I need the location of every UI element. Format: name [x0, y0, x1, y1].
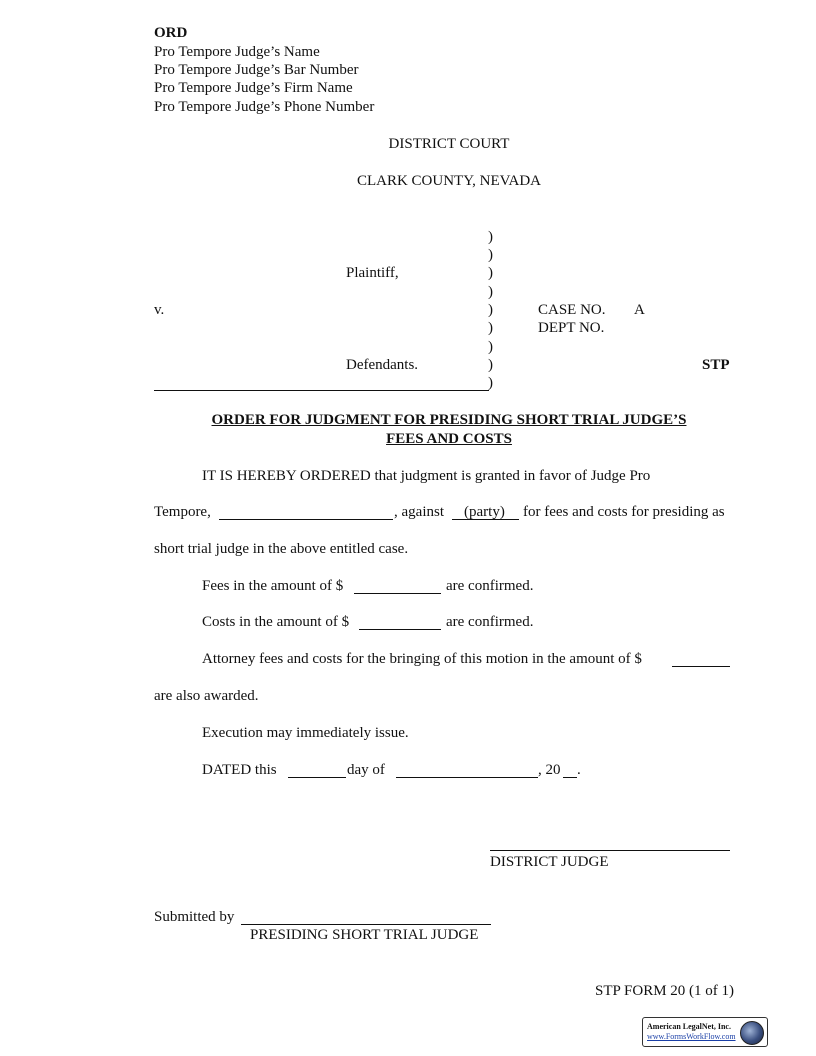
caption-paren: )	[488, 229, 493, 245]
caption-paren: )	[488, 247, 493, 263]
caption-paren: )	[488, 357, 493, 373]
court-name: DISTRICT COURT	[388, 136, 510, 152]
dated-day-blank	[288, 777, 346, 778]
dated-label: DATED this	[202, 762, 277, 778]
caption-paren: )	[488, 302, 493, 318]
stp-label: STP	[702, 357, 730, 373]
case-number-value: A	[634, 302, 645, 318]
district-judge-label: DISTRICT JUDGE	[490, 854, 609, 870]
order-paragraph-line1: IT IS HEREBY ORDERED that judgment is granted in favor of Judge Pro	[202, 468, 651, 484]
document-code: ORD	[154, 25, 188, 41]
caption-paren: )	[488, 284, 493, 300]
logo-website-link[interactable]: www.FormsWorkFlow.com	[647, 1032, 736, 1041]
case-number-label: CASE NO.	[538, 302, 606, 318]
dated-year-prefix: , 20	[538, 762, 561, 778]
judge-firm-name-line: Pro Tempore Judge’s Firm Name	[154, 80, 353, 96]
judge-name-line: Pro Tempore Judge’s Name	[154, 44, 320, 60]
costs-label: Costs in the amount of $	[202, 614, 350, 630]
judge-name-blank	[219, 519, 393, 520]
dated-period: .	[577, 762, 581, 778]
party-placeholder: (party)	[464, 504, 505, 520]
order-paragraph-purpose: for fees and costs for presiding as	[523, 504, 725, 520]
caption-paren: )	[488, 339, 493, 355]
costs-amount-blank	[359, 629, 441, 630]
costs-confirmed: are confirmed.	[446, 614, 534, 630]
dated-year-blank	[563, 777, 577, 778]
dated-month-blank	[396, 777, 538, 778]
execution-statement: Execution may immediately issue.	[202, 725, 409, 741]
caption-paren: )	[488, 265, 493, 281]
fees-amount-blank	[354, 593, 441, 594]
court-county: CLARK COUNTY, NEVADA	[356, 173, 542, 189]
presiding-judge-label: PRESIDING SHORT TRIAL JUDGE	[250, 927, 479, 943]
dated-day-of: day of	[347, 762, 385, 778]
caption-paren: )	[488, 320, 493, 336]
versus-label: v.	[154, 302, 165, 318]
dept-number-label: DEPT NO.	[538, 320, 605, 336]
form-number: STP FORM 20 (1 of 1)	[595, 983, 735, 999]
submitted-by-label: Submitted by	[154, 909, 235, 925]
caption-paren: )	[488, 375, 493, 391]
order-title-line1: ORDER FOR JUDGMENT FOR PRESIDING SHORT TRIAL JUDGE’S	[211, 412, 687, 428]
order-title-line2: FEES AND COSTS	[386, 431, 512, 447]
attorney-fees-line2: are also awarded.	[154, 688, 259, 704]
plaintiff-label: Plaintiff,	[346, 265, 399, 281]
defendants-label: Defendants.	[346, 357, 419, 373]
globe-icon	[740, 1021, 764, 1045]
judge-phone-number-line: Pro Tempore Judge’s Phone Number	[154, 99, 375, 115]
caption-rule	[154, 390, 489, 391]
attorney-fees-line1: Attorney fees and costs for the bringing of this motion in the amount of $	[202, 651, 642, 667]
logo-company-name: American LegalNet, Inc.	[647, 1022, 731, 1031]
judge-signature-line	[490, 850, 730, 851]
american-legalnet-logo[interactable]	[642, 1017, 768, 1047]
fees-label: Fees in the amount of $	[202, 578, 344, 594]
judge-bar-number-line: Pro Tempore Judge’s Bar Number	[154, 62, 359, 78]
fees-confirmed: are confirmed.	[446, 578, 534, 594]
attorney-fees-amount-blank	[672, 666, 730, 667]
submitted-by-signature-line	[241, 924, 491, 925]
order-paragraph-line3: short trial judge in the above entitled case.	[154, 541, 409, 557]
order-paragraph-against: , against	[394, 504, 444, 520]
order-paragraph-tempore: Tempore,	[154, 504, 211, 520]
